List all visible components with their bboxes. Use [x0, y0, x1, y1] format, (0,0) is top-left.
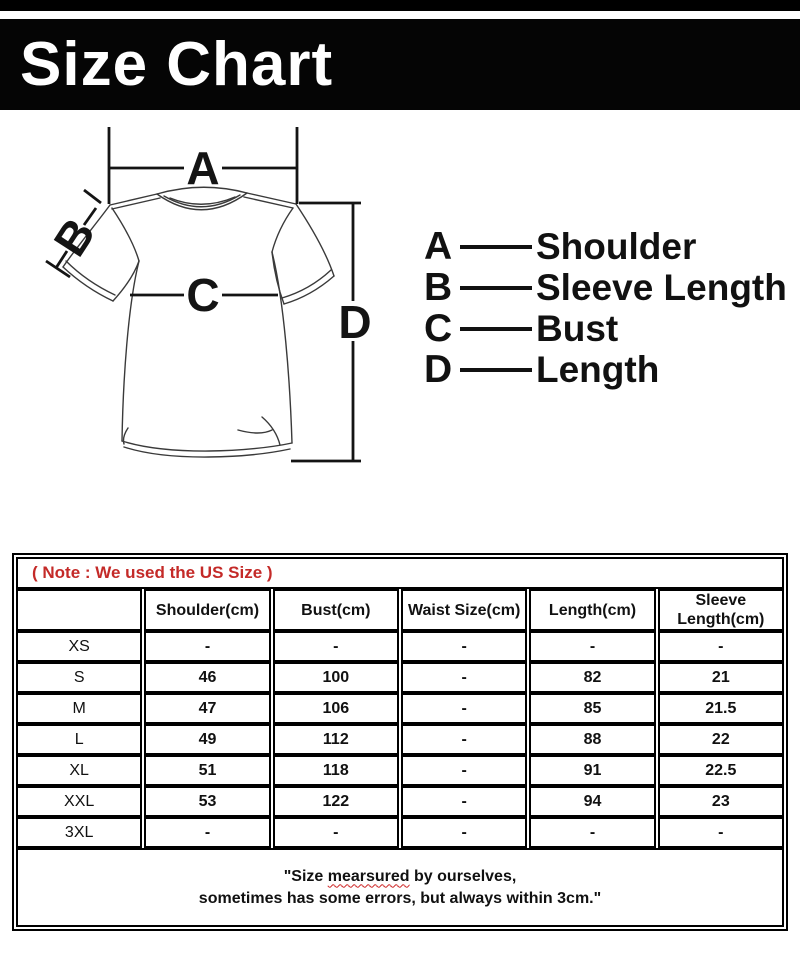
table-row: [16, 631, 784, 662]
column-header-waist: Waist Size(cm): [401, 589, 527, 631]
top-black-strip: [0, 0, 800, 11]
tshirt-measurement-diagram: [30, 112, 380, 482]
disclaimer-text: by ourselves,: [409, 867, 517, 885]
table-cell: 22.5: [658, 755, 784, 786]
table-cell: 21.5: [658, 693, 784, 724]
legend-letter: D: [424, 348, 453, 391]
legend-dash-line: [460, 327, 532, 331]
table-cell: -: [401, 631, 527, 662]
table-cell: -: [273, 631, 399, 662]
disclaimer-line-1: [19, 866, 781, 888]
table-footer-row: [16, 848, 784, 927]
title-banner: [0, 19, 800, 110]
measure-letter-b: B: [43, 208, 106, 266]
table-cell: 46: [144, 662, 270, 693]
table-note-row: [16, 557, 784, 589]
size-table-container: [12, 553, 788, 931]
table-cell: 94: [529, 786, 655, 817]
table-row: [16, 693, 784, 724]
table-cell: -: [401, 724, 527, 755]
table-cell: -: [401, 662, 527, 693]
size-label: M: [16, 693, 142, 724]
legend-label: Length: [536, 349, 660, 390]
legend-letter: C: [424, 307, 453, 350]
table-row: [16, 755, 784, 786]
legend-row-shoulder: [424, 226, 784, 267]
legend-row-sleeve-length: [424, 266, 787, 309]
legend-letter: B: [424, 266, 453, 309]
table-cell: 47: [144, 693, 270, 724]
table-row: [16, 662, 784, 693]
table-cell: -: [144, 817, 270, 848]
table-cell: 82: [529, 662, 655, 693]
table-cell: -: [658, 631, 784, 662]
table-cell: -: [401, 786, 527, 817]
table-row: [16, 817, 784, 848]
column-header-length: Length(cm): [529, 589, 655, 631]
table-cell: -: [529, 631, 655, 662]
size-label: S: [16, 662, 142, 693]
legend-dash-line: [460, 368, 532, 372]
disclaimer-text: "Size: [283, 867, 328, 885]
disclaimer-misspelled-word: mearsured: [327, 867, 410, 885]
table-header-row: [16, 589, 784, 631]
legend-label: Sleeve Length: [536, 267, 787, 308]
legend-row-bust: [424, 308, 784, 349]
table-cell: -: [658, 817, 784, 848]
table-cell: -: [401, 693, 527, 724]
table-row: [16, 724, 784, 755]
measure-letter-d: D: [338, 296, 372, 348]
table-cell: 51: [144, 755, 270, 786]
legend-label: Shoulder: [536, 226, 697, 267]
legend-label: Bust: [536, 308, 619, 349]
measure-letter-c: C: [186, 269, 220, 321]
measurement-legend: [424, 225, 787, 391]
size-label: XL: [16, 755, 142, 786]
size-label: XXL: [16, 786, 142, 817]
legend-letter: A: [424, 225, 453, 268]
us-size-note: ( Note : We used the US Size ): [16, 557, 784, 589]
table-cell: -: [401, 817, 527, 848]
size-table: [14, 557, 786, 927]
tshirt-outline: [63, 187, 334, 457]
table-cell: 106: [273, 693, 399, 724]
legend-dash-line: [460, 286, 532, 290]
table-cell: -: [401, 755, 527, 786]
disclaimer-note: [16, 848, 784, 927]
table-cell: -: [144, 631, 270, 662]
column-header-size: [16, 589, 142, 631]
table-cell: 112: [273, 724, 399, 755]
column-header-sleeve-length: Sleeve Length(cm): [658, 589, 784, 631]
measure-letter-a: A: [186, 142, 220, 194]
legend-dash-line: [460, 245, 532, 249]
column-header-bust: Bust(cm): [273, 589, 399, 631]
size-label: L: [16, 724, 142, 755]
table-cell: 91: [529, 755, 655, 786]
table-cell: -: [273, 817, 399, 848]
column-header-shoulder: Shoulder(cm): [144, 589, 270, 631]
legend-row-length: [424, 349, 784, 390]
table-cell: 118: [273, 755, 399, 786]
table-cell: 22: [658, 724, 784, 755]
table-row: [16, 786, 784, 817]
size-label: XS: [16, 631, 142, 662]
table-cell: 23: [658, 786, 784, 817]
table-cell: -: [529, 817, 655, 848]
table-cell: 21: [658, 662, 784, 693]
table-cell: 85: [529, 693, 655, 724]
size-label: 3XL: [16, 817, 142, 848]
page-title: Size Chart: [20, 29, 334, 99]
table-cell: 49: [144, 724, 270, 755]
table-cell: 88: [529, 724, 655, 755]
table-cell: 122: [273, 786, 399, 817]
table-cell: 53: [144, 786, 270, 817]
disclaimer-line-2: sometimes has some errors, but always within 3cm.": [198, 889, 602, 907]
table-cell: 100: [273, 662, 399, 693]
